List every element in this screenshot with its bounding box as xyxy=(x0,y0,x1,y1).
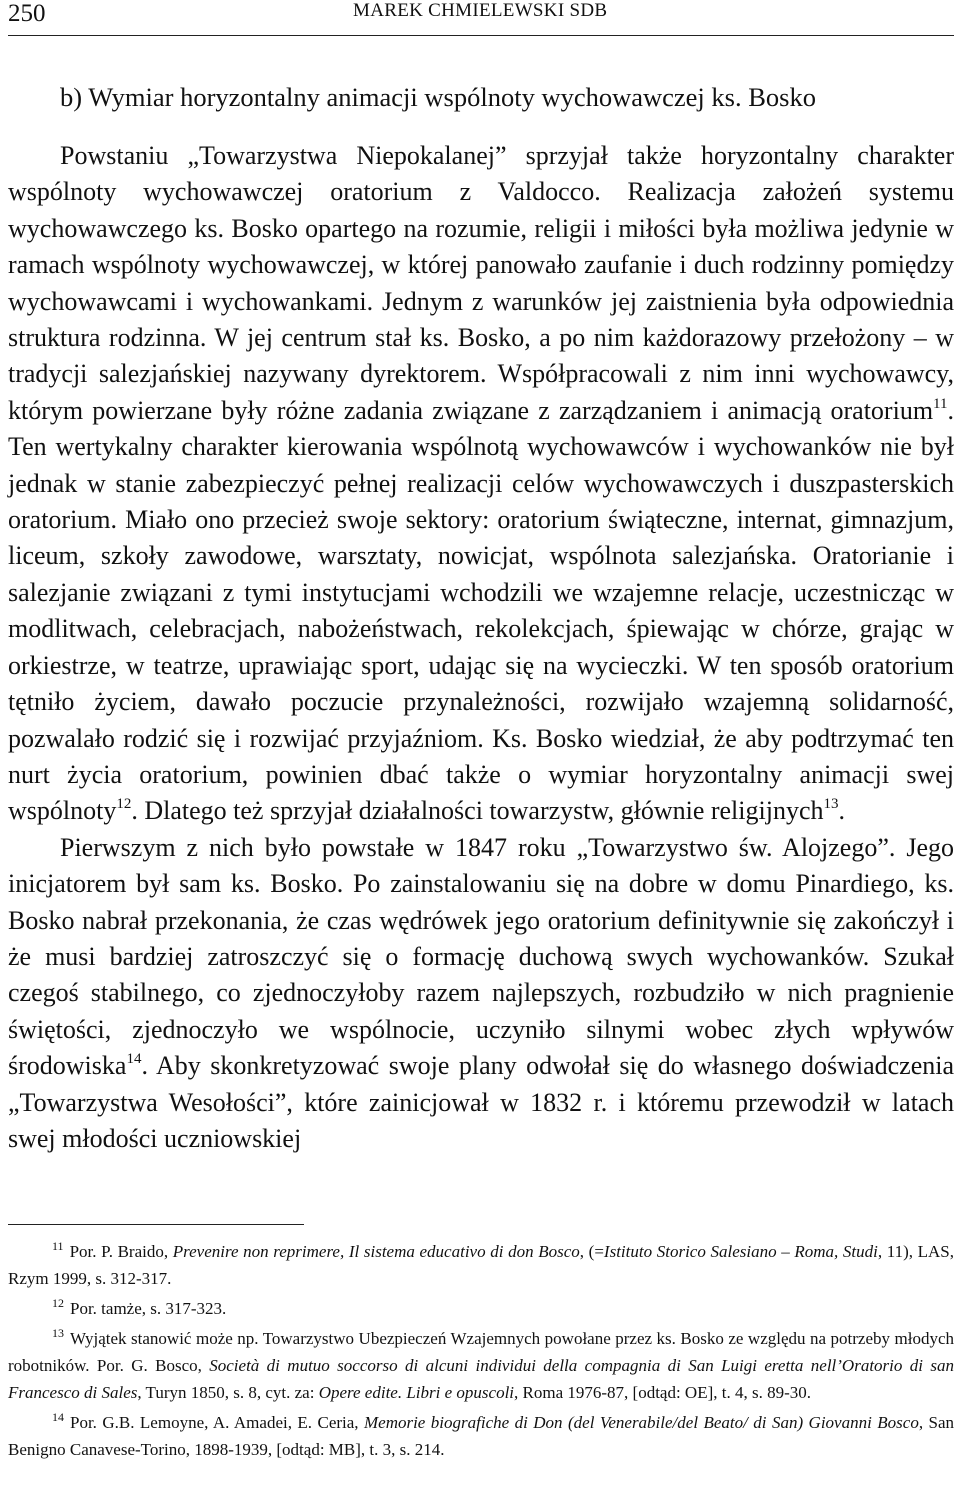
header-rule xyxy=(8,35,954,36)
paragraph-1-text-a: Powstaniu „Towarzystwa Niepokalanej” sprzyjał także horyzontalny charakter wspólnoty wychowawczej oratorium z Valdocco. Realizacja założeń systemu wychowawczego ks. Bosko opartego na rozumie, religii i miłości była możliwa jedynie w ramach wspólnoty wychowawczej, w której panowało zaufanie i duch rodzinny pomiędzy wychowawcami i wychowankami. Jednym z warunków jej zaistnienia była odpowiednia struktura rodzinna. W jej centrum stał ks. Bosko, a po nim każdorazowy przełożony – w tradycji salezjańskiej nazywany dyrektorem. Współpracowali z nim inni wychowawcy, którym powierzane były różne zadania związane z zarządzaniem i animacją oratorium xyxy=(8,141,954,425)
footnote-text: , Turyn 1850, s. 8, cyt. za: xyxy=(137,1383,319,1402)
body-text xyxy=(8,138,954,1157)
paragraph-1-text-d: . xyxy=(838,796,845,826)
footnotes xyxy=(8,1238,954,1466)
footnote-title: Opere edite. Libri e opuscoli xyxy=(318,1383,515,1402)
paragraph-1 xyxy=(8,138,954,830)
page-number: 250 xyxy=(8,0,46,27)
footnote-number: 14 xyxy=(52,1410,64,1424)
footnote-number: 12 xyxy=(52,1296,64,1310)
footnote-12 xyxy=(8,1295,954,1322)
footnote-text: Por. tamże, s. 317-323. xyxy=(70,1299,227,1318)
footnote-text: , (= xyxy=(579,1242,604,1261)
footnote-number: 11 xyxy=(52,1239,64,1253)
footnote-number: 13 xyxy=(52,1326,64,1340)
footnote-11 xyxy=(8,1238,954,1292)
paragraph-2-text-a: Pierwszym z nich było powstałe w 1847 roku „Towarzystwo św. Alojzego”. Jego inicjatorem był sam ks. Bosko. Po zainstalowaniu się na dobre w domu Pinardiego, ks. Bosko nabrał przekonania, że czas wędrówek jego oratorium definitywnie się zakończył i że musi bardziej zatroszczyć się o formację duchową swych wychowanków. Szukał czegoś stabilnego, co zjednoczyłoby razem najlepszych, rozbudziło w nich pragnienie świętości, zjednoczyło we wspólnocie, uczyniło silnymi wobec złych wpływów środowiska xyxy=(8,832,954,1081)
footnote-text: Por. P. Braido, xyxy=(69,1242,173,1261)
running-head: MAREK CHMIELEWSKI SDB xyxy=(353,0,608,21)
footnote-text: , San Benigno Canavese-Torino, 1898-1939, [odtąd: MB], t. 3, s. 214. xyxy=(8,1413,955,1459)
page-header xyxy=(8,0,954,36)
footnote-title: Prevenire non reprimere, Il sistema educativo di don Bosco xyxy=(172,1242,580,1261)
footnote-series: Istituto Storico Salesiano – Roma, Studi xyxy=(603,1242,878,1261)
footnote-ref-13: 13 xyxy=(823,796,839,813)
footnote-text: , Roma 1976-87, [odtąd: OE], t. 4, s. 89-30. xyxy=(514,1383,812,1402)
paragraph-1-text-b: . Ten wertykalny charakter kierowania wspólnotą wychowawców i wychowanków nie był jednak w stanie zabezpieczyć pełnej realizacji celów wychowawczych i duszpasterskich oratorium. Miało ono przecież swoje sektory: oratorium świąteczne, internat, gimnazjum, liceum, szkoły zawodowe, warsztaty, nowicjat, wspólnota salezjańska. Oratorianie i salezjanie związani z tymi instytucjami wchodzili we wzajemne relacje, uczestnicząc w modlitwach, celebracjach, nabożeństwach, rekolekcjach, śpiewając w chórze, grając w orkiestrze, w teatrze, uprawiając sport, udając się na wycieczki. W ten sposób oratorium tętniło życiem, dawało poczucie przynależności, rozwijało wzajemną solidarność, pozwalało rodzić się i rozwijać przyjaźniom. Ks. Bosko wiedział, że aby podtrzymać ten nurt życia oratorium, powinien dbać także o wymiar horyzontalny animacji swej wspólnoty xyxy=(8,395,954,826)
footnote-text: Por. G.B. Lemoyne, A. Amadei, E. Ceria, xyxy=(70,1413,364,1432)
footnote-14 xyxy=(8,1409,954,1463)
paragraph-1-text-c: . Dlatego też sprzyjał działalności towarzystw, głównie religijnych xyxy=(131,796,824,826)
footnote-title: Memorie biografiche di Don (del Venerabile/del Beato/ di San) Giovanni Bosco xyxy=(363,1413,919,1432)
footnote-title: Società di mutuo soccorso di alcuni individui della compagnia di San Luigi eretta nell’Oratorio di san Francesco di Sales xyxy=(8,1356,954,1402)
section-heading: b) Wymiar horyzontalny animacji wspólnoty wychowawczej ks. Bosko xyxy=(60,82,816,112)
footnote-13 xyxy=(8,1325,954,1406)
footnote-ref-12: 12 xyxy=(116,796,132,813)
footnote-ref-11: 11 xyxy=(933,395,948,412)
paragraph-2 xyxy=(8,830,954,1158)
footnote-text: Wyjątek stanowić może np. Towarzystwo Ubezpieczeń Wzajemnych powołane przez ks. Bosko ze względu na potrzeby młodych robotników. Por. G. Bosco, xyxy=(8,1329,954,1375)
paragraph-2-text-b: . Aby skonkretyzować swoje plany odwołał się do własnego doświadczenia „Towarzystwa Wesołości”, które zainicjował w 1832 r. i któremu przewodził w latach swej młodości uczniowskiej xyxy=(8,1051,954,1153)
footnote-separator xyxy=(8,1224,304,1225)
footnote-text: , 11), LAS, Rzym 1999, s. 312-317. xyxy=(8,1242,955,1288)
footnote-ref-14: 14 xyxy=(126,1051,142,1068)
